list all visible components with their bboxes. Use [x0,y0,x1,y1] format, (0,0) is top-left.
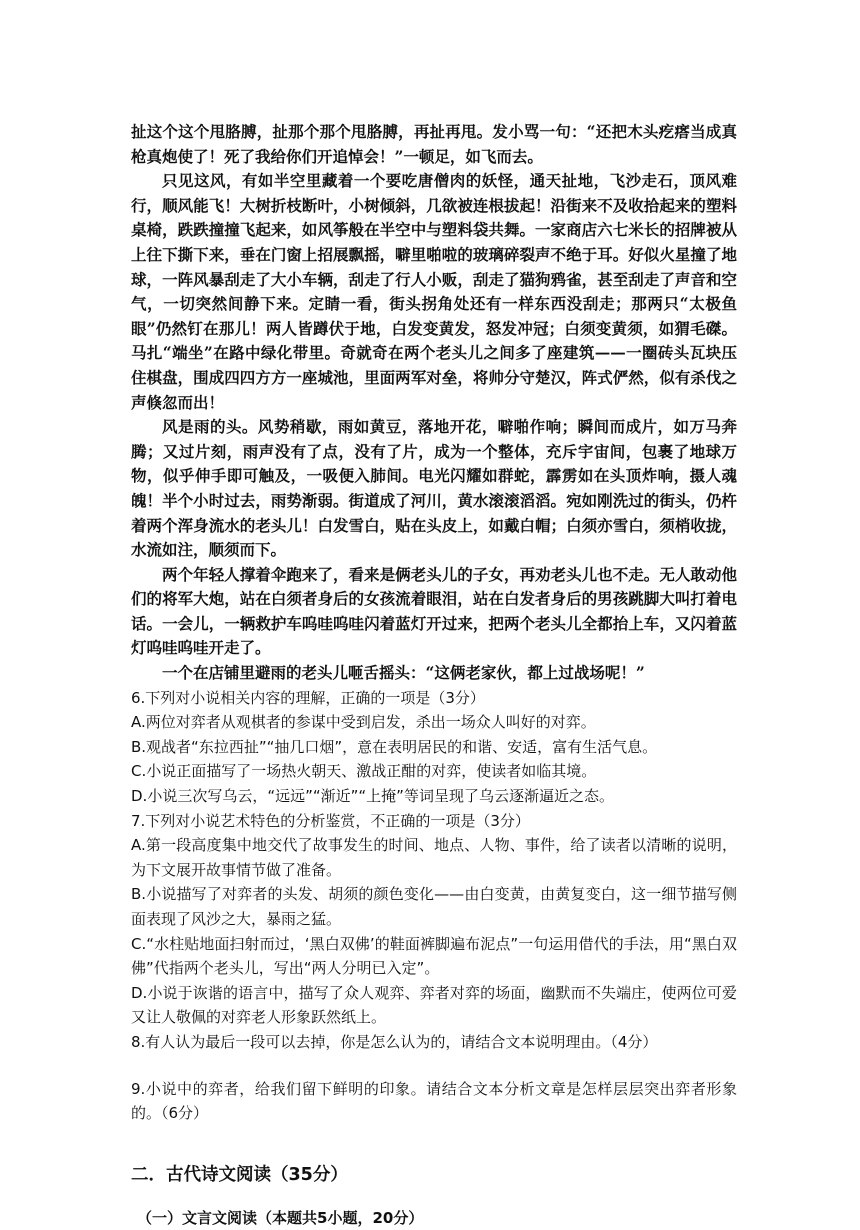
answer-space-8 [131,1055,737,1077]
question-7-stem: 7.下列对小说艺术特色的分析鉴赏，不正确的一项是（3分） [131,811,530,830]
question-7-option-b: B.小说描写了对弈者的头发、胡须的颜色变化——由白变黄，由黄复变白，这一细节描写侧面表现了风沙之大，暴雨之猛。 [131,885,737,928]
story-paragraph-5: 一个在店铺里避雨的老头儿咂舌摇头：“这俩老家伙，都上过战场呢！” [162,663,645,683]
question-6-stem: 6.下列对小说相关内容的理解，正确的一项是（3分） [131,688,485,707]
question-6-option-a: A.两位对弈者从观棋者的参谋中受到启发，杀出一场众人叫好的对弈。 [131,713,596,732]
question-6 [131,686,737,809]
question-7-option-c: C.“水柱贴地面扫射而过，‘黑白双佛’的鞋面裤脚遍布泥点”一句运用借代的手法，用“黑白双佛”代指两个老头儿，写出“两人分明已入定”。 [131,934,737,978]
document-content [131,120,737,1230]
question-6-option-c: C.小说正面描写了一场热火朝天、激战正酣的对弈，使读者如临其境。 [131,762,597,781]
question-7 [131,809,737,1030]
subsection-heading-classical-chinese: （一）文言文阅读（本题共5小题，20分） [137,1208,424,1227]
story-paragraph-3: 风是雨的头。风势稍歇，雨如黄豆，落地开花，噼啪作响；瞬间而成片，如万马奔腾；又过片刻，雨声没有了点，没有了片，成为一个整体，充斥宇宙间，包裹了地球万物，似乎伸手即可触及，一吸便入肺间。电光闪耀如群蛇，霹雳如在头顶炸响，摄人魂魄！半个小时过去，雨势渐弱。街道成了河川，黄水滚滚滔滔。宛如刚洗过的街头，仍杵着两个浑身流水的老头儿！白发雪白，贴在头皮上，如戴白帽；白须亦雪白，须梢收拢，水流如注，顺须而下。 [131,417,737,560]
story-paragraph-1: 扯这个这个甩胳膊，扯那个那个甩胳膊，再扯再甩。发小骂一句：“还把木头疙瘩当成真枪真炮使了！死了我给你们开追悼会！”一顿足，如飞而去。 [131,122,737,166]
story-paragraph-2: 只见这风，有如半空里藏着一个要吃唐僧肉的妖怪，通天扯地，飞沙走石，顶风难行，顺风能飞！大树折枝断叶，小树倾斜，几欲被连根拔起！沿街来不及收拾起来的塑料桌椅，跌跌撞撞飞起来，如风筝般在半空中与塑料袋共舞。一家商店六七米长的招牌被从上往下撕下来，垂在门窗上招展飘摇，噼里啪啦的玻璃碎裂声不绝于耳。好似火星撞了地球，一阵风暴刮走了大小车辆，刮走了行人小贩，刮走了猫狗鸦雀，甚至刮走了声音和空气，一切突然间静下来。定睛一看，街头拐角处还有一样东西没刮走；那两只“太极鱼眼”仍然钉在那儿！两人皆蹲伏于地，白发变黄发，怒发冲冠；白须变黄须，如猬毛磔。马扎“端坐”在路中绿化带里。奇就奇在两个老头儿之间多了座建筑——一圈砖头瓦块压住棋盘，围成四四方方一座城池，里面两军对垒，将帅分守楚汉，阵式俨然，似有杀伐之声倏忽而出！ [131,171,737,412]
question-8: 8.有人认为最后一段可以去掉，你是怎么认为的，请结合文本说明理由。（4分） [131,1032,658,1051]
question-6-option-d: D.小说三次写乌云，“远远”“渐近”“上掩”等词呈现了乌云逐渐逼近之态。 [131,787,614,806]
section-heading-part2: 二．古代诗文阅读（35分） [131,1164,348,1185]
question-6-option-b: B.观战者“东拉西扯”“抽几口烟”，意在表明居民的和谐、安适，富有生活气息。 [131,737,658,756]
question-9: 9.小说中的弈者，给我们留下鲜明的印象。请结合文本分析文章是怎样层层突出弈者形象的。（6分） [131,1079,737,1123]
question-7-option-d: D.小说于诙谐的语言中，描写了众人观弈、弈者对弈的场面，幽默而不失端庄，使两位可爱又让人敬佩的对弈老人形象跃然纸上。 [131,983,737,1027]
story-paragraph-4: 两个年轻人撑着伞跑来了，看来是俩老头儿的子女，再劝老头儿也不走。无人敢动他们的将军大炮，站在白须者身后的女孩流着眼泪，站在白发者身后的男孩跳脚大叫打着电话。一会儿，一辆救护车呜哇呜哇闪着蓝灯开过来，把两个老头儿全都抬上车，又闪着蓝灯呜哇呜哇开走了。 [131,564,737,658]
question-7-option-a: A.第一段高度集中地交代了故事发生的时间、地点、人物、事件，给了读者以清晰的说明，为下文展开故事情节做了准备。 [131,836,737,879]
